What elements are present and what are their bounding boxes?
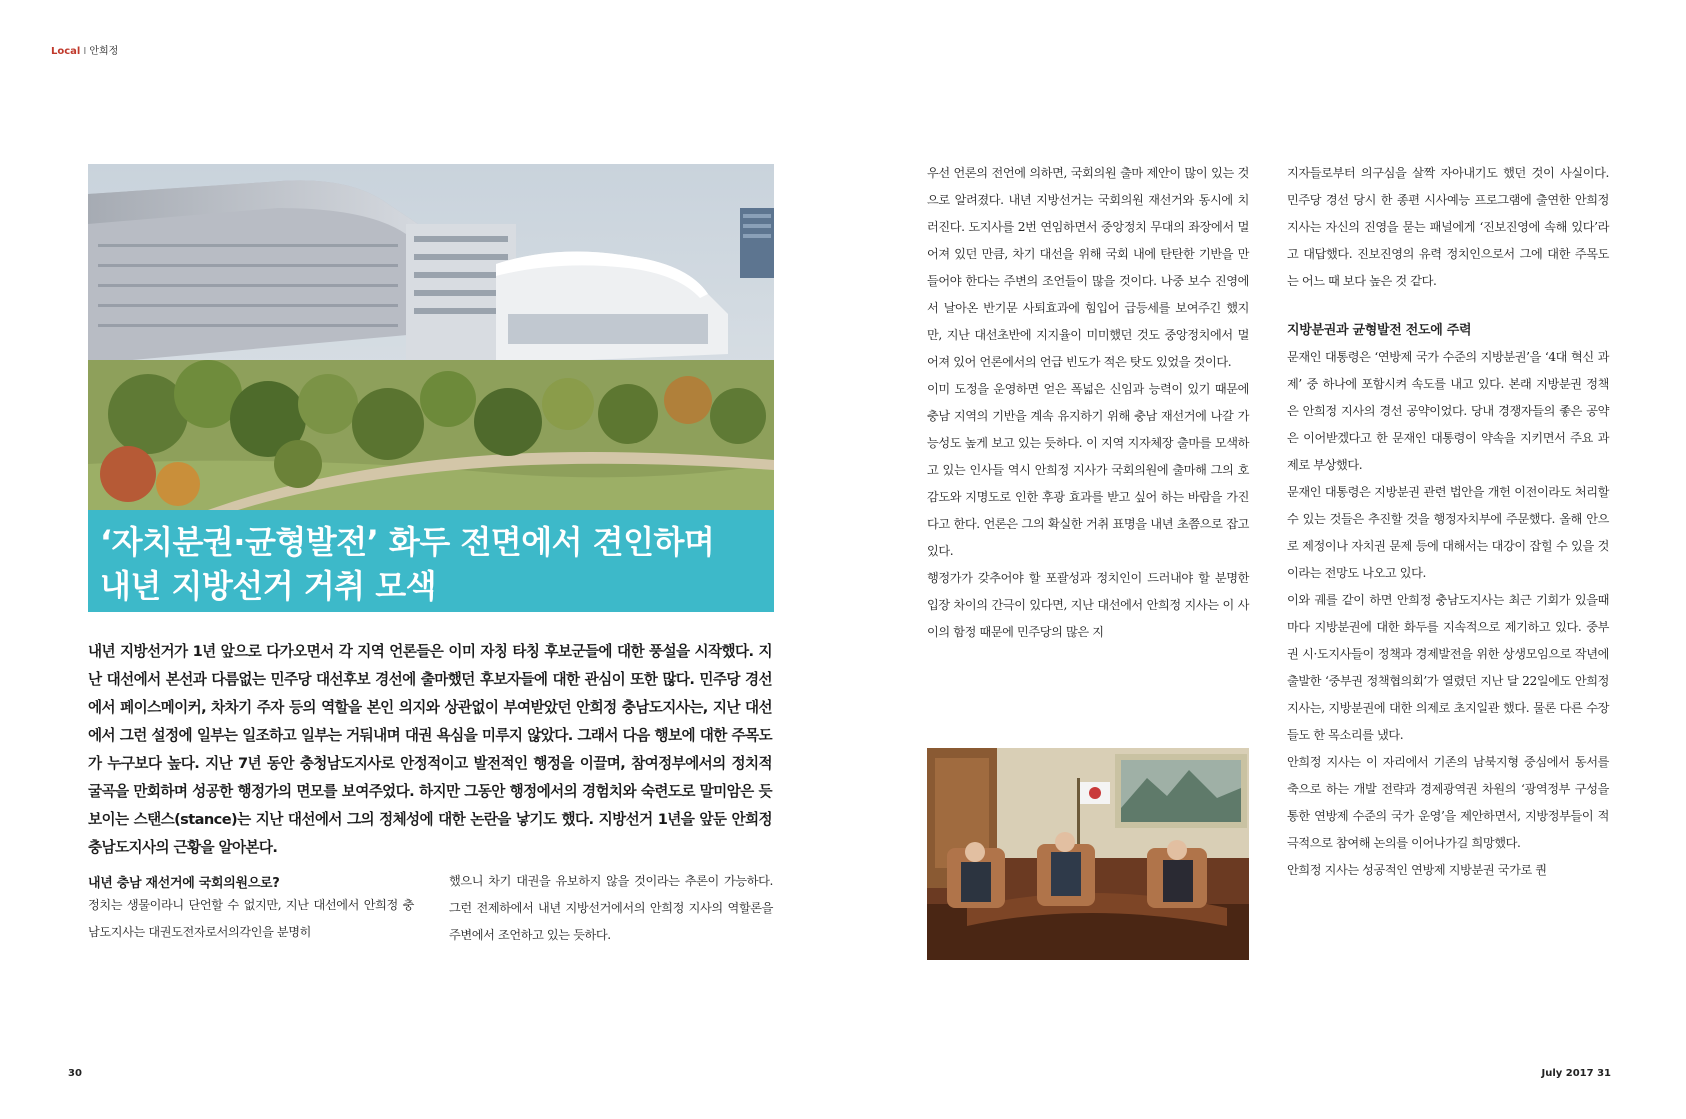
meeting-illustration <box>927 748 1249 960</box>
body-paragraph: 지자들로부터 의구심을 살짝 자아내기도 했던 것이 사실이다. 민주당 경선 당시 한 종편 시사예능 프로그램에 출연한 안희정 지사는 자신의 진영을 묻는 패널에게 ‘진보진영에 속해 있다’라고 대답했다. 진보진영의 유력 정치인으로서 그에 대한 주목도는 어느 때 보다 높은 것 같다. <box>1287 166 1609 288</box>
body-paragraph: 행정가가 갖추어야 할 포괄성과 정치인이 드러내야 할 분명한 입장 차이의 간극이 있다면, 지난 대선에서 안희정 지사는 이 사이의 함정 때문에 민주당의 많은 지 <box>927 571 1249 639</box>
body-paragraph: 안희정 지사는 이 자리에서 기존의 남북지형 중심에서 동서를 축으로 하는 개발 전략과 경제광역권 차원의 ‘광역정부 구성을 통한 연방제 수준의 국가 운영’을 제안하면서, 지방정부들이 적극적으로 참여해 논의를 이어나가길 희망했다. <box>1287 755 1609 850</box>
body-column-c <box>927 160 1249 646</box>
body-paragraph: 문재인 대통령은 ‘연방제 국가 수준의 지방분권’을 ‘4대 혁신 과제’ 중 하나에 포함시켜 속도를 내고 있다. 본래 지방분권 정책은 안희정 지사의 경선 공약이었다. 당내 경쟁자들의 좋은 공약은 이어받겠다고 한 문재인 대통령이 약속을 지키면서 주요 과제로 부상했다. <box>1287 350 1609 472</box>
section2-subhead: 지방분권과 균형발전 전도에 주력 <box>1287 323 1472 338</box>
body-paragraph: 문재인 대통령은 지방분권 관련 법안을 개헌 이전이라도 처리할 수 있는 것들은 추진할 것을 행정자치부에 주문했다. 올해 안으로 제정이나 자치권 문제 등에 대해서는 대강이 잡힐 수 있을 것이라는 전망도 나오고 있다. <box>1287 485 1609 580</box>
page-number-right: July 2017 31 <box>1541 1068 1611 1079</box>
government-complex-illustration <box>88 164 774 510</box>
body-column-d <box>1287 160 1609 884</box>
section-label: Local <box>51 46 81 57</box>
body-text-a: 정치는 생물이라니 단언할 수 없지만, 지난 대선에서 안희정 충남도지사는 대권도전자로서의각인을 분명히 <box>88 898 414 939</box>
government-complex-photo <box>88 164 774 510</box>
lead-text: 내년 지방선거가 1년 앞으로 다가오면서 각 지역 언론들은 이미 자칭 타칭 후보군들에 대한 풍설을 시작했다. 지난 대선에서 본선과 다름없는 민주당 대선후보 경선에 출마했던 후보자들에 대한 관심이 또한 많다. 민주당 경선에서 페이스메이커, 차차기 주자 등의 역할을 본인 의지와 상관없이 부여받았던 안희정 충남도지사는, 지난 대선에서 그런 설정에 일부는 일조하고 일부는 거둬내며 대권 욕심을 미루지 않았다. 그래서 다음 행보에 대한 주목도가 누구보다 높다. 지난 7년 동안 충청남도지사로 안정적이고 발전적인 행정을 이끌며, 참여정부에서의 정치적 굴곡을 만회하며 성공한 행정가의 면모를 보여주었다. 하지만 그동안 행정에서의 경험치와 숙련도로 말미암은 듯 보이는 스탠스(stance)는 지난 대선에서 그의 정체성에 대한 논란을 낳기도 했다. 지방선거 1년을 앞둔 안희정 충남도지사의 근황을 알아본다. <box>88 643 772 856</box>
body-text-b: 했으니 차기 대권을 유보하지 않을 것이라는 추론이 가능하다. 그런 전제하에서 내년 지방선거에서의 안희정 지사의 역할론을 주변에서 조언하고 있는 듯하다. <box>449 874 773 942</box>
body-paragraph: 이미 도정을 운영하면 얻은 폭넓은 신임과 능력이 있기 때문에 충남 지역의 기반을 계속 유지하기 위해 충남 재선거에 나갈 가능성도 높게 보고 있는 듯하다. 이 지역 지자체장 출마를 모색하고 있는 인사들 역시 안희정 지사가 국회의원에 출마해 그의 호감도와 지명도로 인한 후광 효과를 받고 싶어 하는 바람을 가진다고 한다. 언론은 그의 확실한 거취 표명을 내년 초쯤으로 잡고 있다. <box>927 382 1249 558</box>
body-column-a <box>88 892 414 946</box>
page-number-left: 30 <box>68 1068 82 1079</box>
headline-line-1: ‘자치분권·균형발전’ 화두 전면에서 견인하며 <box>100 523 715 561</box>
section1-subhead: 내년 충남 재선거에 국회의원으로? <box>88 876 280 891</box>
body-column-b <box>449 868 773 949</box>
running-head <box>51 42 118 57</box>
lead-paragraph <box>88 638 772 862</box>
body-paragraph: 우선 언론의 전언에 의하면, 국회의원 출마 제안이 많이 있는 것으로 알려졌다. 내년 지방선거는 국회의원 재선거와 동시에 치러진다. 도지사를 2번 연임하면서 중앙정치 무대의 좌장에서 멀어져 있던 만큼, 차기 대선을 위해 국회 내에 탄탄한 기반을 만들어야 한다는 주변의 조언들이 많을 것이다. 나중 보수 진영에서 날아온 반기문 사퇴효과에 힘입어 급등세를 보여주긴 했지만, 지난 대선초반에 지지율이 미미했던 것도 중앙정치에서 멀어져 있어 언론에서의 언급 빈도가 적은 탓도 있었을 것이다. <box>927 166 1249 369</box>
headline-banner <box>88 510 774 612</box>
section-separator: I <box>83 46 87 57</box>
headline-line-2: 내년 지방선거 거취 모색 <box>100 567 437 605</box>
body-paragraph: 이와 궤를 같이 하면 안희정 충남도지사는 최근 기회가 있을때마다 지방분권에 대한 화두를 지속적으로 제기하고 있다. 중부권 시·도지사들이 정책과 경제발전을 위한 상생모임으로 작년에 출발한 ‘중부권 정책협의회’가 열렸던 지난 달 22일에도 안희정 지사는, 지방분권에 대한 의제로 초지일관 했다. 물론 다른 수장들도 한 목소리를 냈다. <box>1287 593 1609 742</box>
section-topic: 안희정 <box>89 46 119 57</box>
meeting-photo <box>927 748 1249 960</box>
body-paragraph: 안희정 지사는 성공적인 연방제 지방분권 국가로 퀀 <box>1287 863 1547 877</box>
